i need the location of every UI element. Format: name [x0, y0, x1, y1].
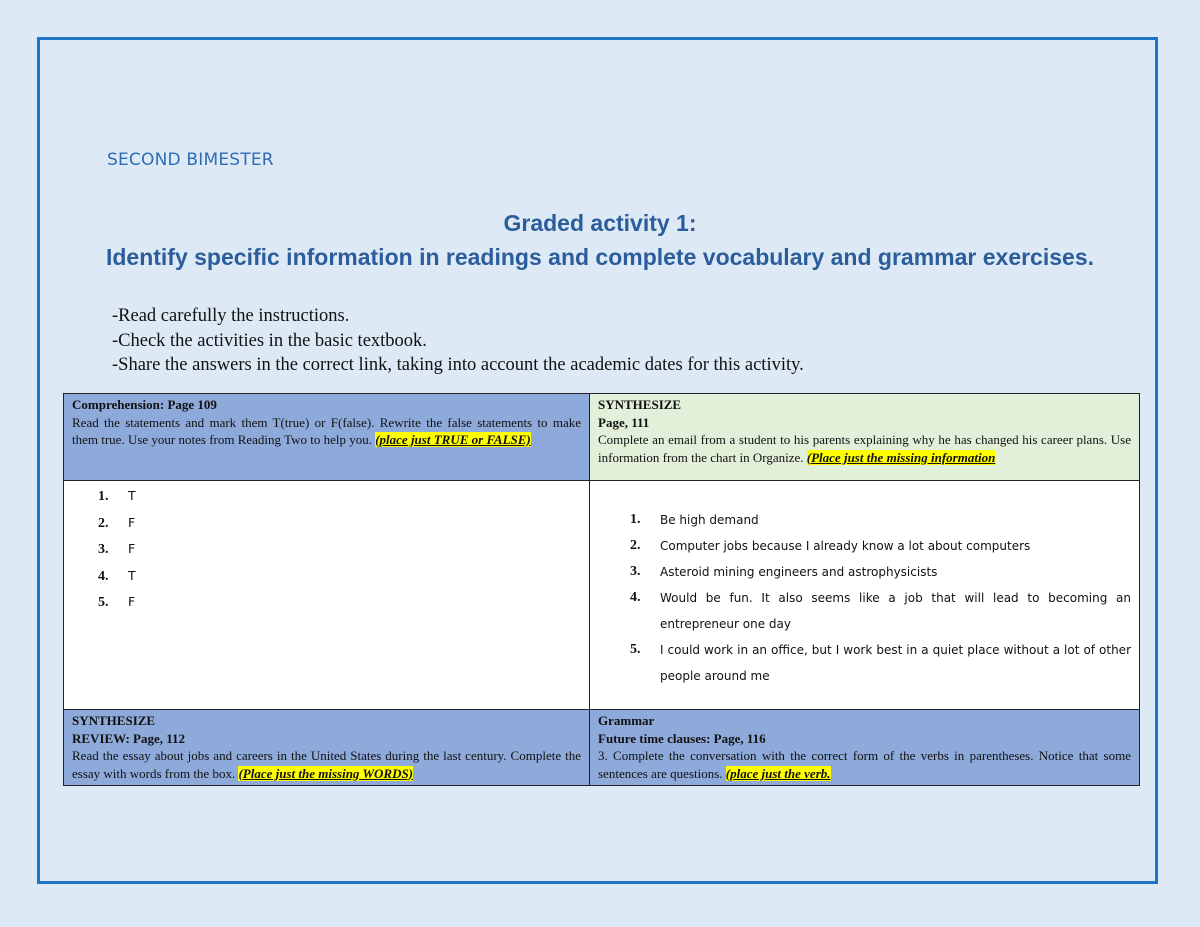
- list-item: 2. F: [98, 514, 136, 531]
- answer-list: [630, 507, 1131, 689]
- list-item: 3. F: [98, 541, 136, 557]
- cell-heading: Grammar: [598, 713, 655, 728]
- comprehension-cell: [64, 394, 590, 481]
- instructions: [112, 304, 804, 378]
- header-label: SECOND BIMESTER: [107, 150, 274, 170]
- synthesize-cell: [590, 394, 1140, 481]
- cell-text: Read the statements and mark them T(true) or F(false). Rewrite the false statements to make them true. Use your notes from Reading Two to help you.: [72, 414, 581, 447]
- cell-text: Read the essay about jobs and careers in the United States during the last century. Complete the essay with words from the box.: [72, 748, 581, 781]
- list-item: 1. Be high demand: [630, 512, 759, 527]
- answer-list: [72, 483, 581, 616]
- grammar-cell: [590, 710, 1140, 786]
- list-item: 4. T: [98, 567, 136, 584]
- list-item: 4. Would be fun. It also seems like a job that will lead to becoming an entrepreneur one day: [630, 590, 1131, 631]
- cell-heading: Comprehension: Page 109: [72, 397, 217, 412]
- instruction-line: -Read carefully the instructions.: [112, 306, 350, 326]
- list-item: 2. Computer jobs because I already know a lot about computers: [630, 538, 1031, 553]
- answers-left-cell: [64, 481, 590, 710]
- cell-heading: SYNTHESIZE: [598, 397, 682, 412]
- cell-subheading: REVIEW: Page, 112: [72, 730, 186, 746]
- cell-subheading: Future time clauses: Page, 116: [598, 730, 766, 746]
- synthesize-review-cell: [64, 710, 590, 786]
- activity-subtitle: Identify specific information in readings and complete vocabulary and grammar exercises.: [105, 244, 1095, 270]
- cell-highlight: (place just the verb.: [725, 765, 831, 781]
- list-item: 1. T: [98, 488, 136, 504]
- activity-title: Graded activity 1:: [503, 210, 697, 236]
- list-item: 5. I could work in an office, but I work best in a quiet place without a lot of other people around me: [630, 642, 1131, 683]
- cell-text: Complete an email from a student to his parents explaining why he has changed his career plans. Use information from the chart in Organize.: [598, 432, 1131, 465]
- cell-subheading: Page, 111: [598, 414, 650, 430]
- cell-highlight: (place just TRUE or FALSE): [375, 432, 531, 447]
- instruction-line: -Share the answers in the correct link, taking into account the academic dates for this activity.: [112, 355, 804, 375]
- list-item: 5. F: [98, 594, 136, 610]
- list-item: 3. Asteroid mining engineers and astrophysicists: [630, 564, 938, 579]
- instruction-line: -Check the activities in the basic textbook.: [112, 330, 427, 351]
- cell-highlight: (Place just the missing WORDS): [238, 765, 414, 781]
- cell-heading: SYNTHESIZE: [72, 713, 156, 728]
- cell-text: 3. Complete the conversation with the correct form of the verbs in parentheses. Notice that some sentences are questions.: [598, 748, 1131, 781]
- answers-right-cell: [590, 481, 1140, 710]
- cell-highlight: (Place just the missing information: [806, 449, 996, 465]
- activity-table: [63, 393, 1140, 786]
